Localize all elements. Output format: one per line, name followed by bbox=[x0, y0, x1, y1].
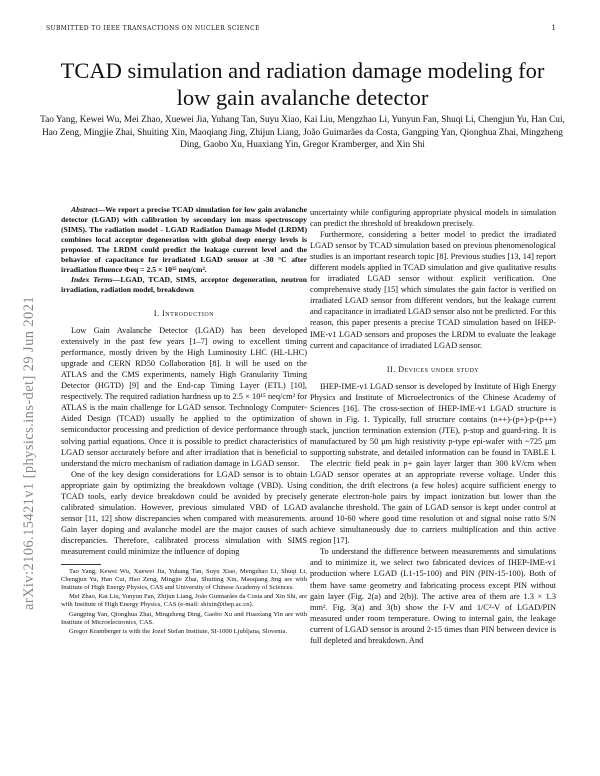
index-terms-text: —LGAD, TCAD, SIMS, acceptor degeneration, neutron irradiation, radiation model, breakdown bbox=[61, 275, 307, 294]
footnote: Tao Yang, Kewei Wu, Xuewei Jia, Yuhang Tan, Suyu Xiao, Mengzhao Li, Shuqi Li, Chengjun Yu, Han Cui, Hao Zeng, Mingjie Zhai, Shuiting Xin, Maoqiang Jing are with Institute of High Energy Physics, CAS and University of Chinese Academy of Sciences. bbox=[61, 568, 307, 592]
abstract-text: —We report a precise TCAD simulation for low gain avalanche detector (LGAD) with calibration by secondary ion mass spectroscopy (SIMS). The radiation model - LGAD Radiation Damage Model (LRDM) combines local acceptor degeneration with global deep energy levels is proposed. The LRDM could predict the leakage current level and the behavior of capacitance for irradiated LGAD sensor at -30 °C after irradiation fluence Φeq = 2.5 × 10¹⁵ neq/cm². bbox=[61, 205, 307, 274]
page-number: 1 bbox=[551, 24, 556, 32]
right-column bbox=[310, 207, 556, 646]
devices-paragraph-1: IHEP-IME-v1 LGAD sensor is developed by Institute of High Energy Physics and Institute of Microelectronics of the Chinese Academy of Sciences [16]. The cross-section of IHEP-IME-v1 LGAD structure is shown in Fig. 1. Typically, full structure contains (n++)-(p+)-p-(p++) stack, junction termination extension (JTE), p-stop and guard-ring. It is manufactured by 50 μm high resistivity p-type epi-wafer with ~725 μm supporting substrate, and detailed information can be found in TABLE I. The electric field peak in p+ gain layer larger than 300 kV/cm when LGAD sensor operates at an appropriate reverse voltage. Under this condition, the drift electrons (a few holes) acquire sufficient energy to generate electron-hole pairs by impact ionization but lower than the avalanche threshold. The gain of LGAD sensor is kept under control at around 10-60 where good time resolution σt and signal noise ratio S/N achieve simultaneously due to carriers multiplication and thin active region [17]. bbox=[310, 381, 556, 546]
footnote: Gangping Yan, Qionghua Zhai, Mingzheng Ding, Gaobo Xu and Huaxiang Yin are with Institute of Microelectronics, CAS. bbox=[61, 610, 307, 626]
footnote: Gregor Kramberger is with the Jozef Stefan Institute, SI-1000 Ljubljana, Slovenia. bbox=[69, 627, 287, 635]
author-list: Tao Yang, Kewei Wu, Mei Zhao, Xuewei Jia, Yuhang Tan, Suyu Xiao, Kai Liu, Mengzhao Li, Yunyun Fan, Shuqi Li, Chengjun Yu, Han Cui, Hao Zeng, Mingjie Zhai, Shuiting Xin, Maoqiang Jing, Zhijun Liang, João Guimarães da Costa, Gangping Yan, Qionghua Zhai, Mingzheng Ding, Gaobo Xu, Huaxiang Yin, Gregor Kramberger, and Xin Shi bbox=[40, 115, 565, 151]
intro-heading: I. Introduction bbox=[153, 309, 215, 318]
arxiv-stamp[interactable]: arXiv:2106.15421v1 [physics.ins-det] 29 Jun 2021 bbox=[21, 295, 37, 610]
footnote: Mei Zhao, Kai Liu, Yunyun Fan, Zhijun Liang, João Guimarães da Costa and Xin Shi, are with Institute of High Energy Physics, CAS (e-mail: shixin@ihep.ac.cn). bbox=[61, 593, 307, 609]
left-column bbox=[61, 205, 307, 637]
running-title: SUBMITTED TO IEEE TRANSACTIONS ON NUCLER SCIENCE bbox=[46, 25, 260, 32]
intro-paragraph-1: Low Gain Avalanche Detector (LGAD) has been developed extensively in the past few years [1–7] owing to excellent timing performance, mostly driven by the High Luminosity LHC (HL-LHC) upgrade and CERN RD50 Collaboration [8]. It will be used on the ATLAS and the CMS experiments, namely High Granularity Timing Detector (HGTD) [9] and the End-cap Timing Layer (ETL) [10], respectively. The required radiation hardness up to 2.5 × 10¹⁵ neq/cm² for ATLAS is the main challenge for LGAD sensor. Technology Computer-Aided Design (TCAD) usually be applied to the optimization of semiconductor processing and prediction of device performance through solving partial equations. Once it is possible to predict characteristics of LGAD sensor accurately before and after irradiation that is beneficial to understand the micro mechanism of radiation damage in LGAD sensor. bbox=[61, 326, 307, 468]
abstract bbox=[61, 205, 307, 275]
footnote-divider bbox=[61, 564, 101, 565]
intro-paragraph-3: Furthermore, considering a better model to predict the irradiated LGAD sensor by TCAD simulation based on previous phenomenological studies is an important research topic [8]. Previous studies [13, 14] report different models applied in TCAD simulation and give qualitative results for irradiated LGAD sensor without explicit verification. One comprehensive study [15] which simulates the gain factor is verified on irradiated LGAD sensor from different vendors, but the leakage current and capacitance in irradiated LGAD sensor also not be predicted. For this reason, this paper presents a precise TCAD simulation based on IHEP-IME-v1 LGAD sensors and proposes the LRDM to evaluate the leakage current and capacitance of irradiated LGAD sensor. bbox=[310, 230, 556, 350]
paper-title: TCAD simulation and radiation damage modeling for low gain avalanche detector bbox=[60, 58, 545, 110]
continued-paragraph: uncertainty while configuring appropriate physical models in simulation can predict the threshold of breakdown precisely. bbox=[310, 208, 556, 229]
index-terms-label: Index Terms bbox=[71, 275, 113, 284]
devices-paragraph-2: To understand the difference between measurements and simulations and to minimize it, we select two fabricated devices of IHEP-IME-v1 production where LGAD (L1-15-100) and PIN (PIN-15-100). Both of them have same geometry and fabricating process except PIN without gain layer (Fig. 2(a) and 2(b)). The active area of them are 1.3 × 1.3 mm². Fig. 3(a) and 3(b) show the I-V and 1/C²-V of LGAD/PIN measured under room temperature. Owing to internal gain, the leakage current of LGAD sensor is around 2-15 times than PIN between device is full depleted and breakdown. And bbox=[310, 547, 556, 645]
index-terms bbox=[61, 275, 307, 295]
footnotes bbox=[61, 568, 307, 636]
intro-paragraph-2: One of the key design considerations for LGAD sensor is to obtain appropriate gain by optimizing the breakdown voltage (VBD). Using TCAD tools, early device breakdown could be avoided by precisely calibrated simulation. However, previous simulated VBD of LGAD sensor [11, 12] show discrepancies when compared with measurements. Gain layer doping and avalanche model are the major causes of such discrepancies. Therefore, calibrated process simulation with SIMS measurement could minimize the influence of doping bbox=[61, 469, 307, 556]
abstract-label: Abstract bbox=[71, 205, 98, 214]
devices-heading: II. Devices under study bbox=[386, 364, 480, 374]
